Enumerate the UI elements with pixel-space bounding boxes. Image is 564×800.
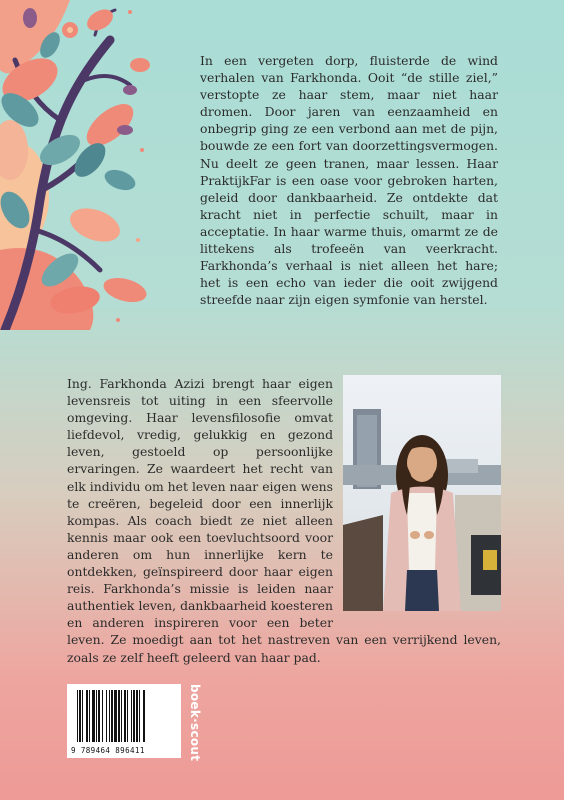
author-section	[67, 375, 501, 666]
author-bio: Ing. Farkhonda Azizi brengt haar eigen levensreis tot uiting in een sfeervolle omgeving. Haar levensfilosofie omvat liefdevol, vredig, gelukkig en gezond leven, gestoeld op persoonlijke ervaringen. Ze waardeert het recht van elk individu om het leven naar eigen wens te creëren, begeleid door een innerlijk kompas. Als coach biedt ze niet alleen kennis maar ook een toevluchtsoord voor anderen om hun innerlijke kern te ontdekken, geïnspireerd door haar eigen reis. Farkhonda’s missie is leiden naar authentiek leven, dankbaarheid koesteren en anderen inspireren voor een beter leven. Ze moedigt aan tot het nastreven van een verrijkend leven, zoals ze zelf heeft geleerd van haar pad.	[67, 376, 501, 665]
floral-tree-illustration	[0, 0, 150, 330]
back-cover-blurb: In een vergeten dorp, fluisterde de wind verhalen van Farkhonda. Ooit “de stille ziel,” verstopte ze haar stem, maar niet haar dromen. Door jaren van eenzaamheid en onbegrip ging ze een verbond aan met de pijn, bouwde ze een fort van doorzettingsvermogen. Nu deelt ze geen tranen, maar lessen. Haar PraktijkFar is een oase voor gebroken harten, geleid door dankbaarheid. Ze ontdekte dat kracht niet in perfectie schuilt, maar in acceptatie. In haar warme thuis, omarmt ze de littekens als trofeeën van veerkracht. Farkhonda’s verhaal is niet alleen het hare; het is een echo van ieder die ooit zwijgend streefde naar zijn eigen symfonie van herstel.	[200, 53, 498, 308]
isbn-number: 9 789464 896411	[71, 746, 145, 755]
author-portrait-photo	[343, 375, 501, 611]
publisher-logo: boek·scout	[188, 684, 202, 762]
isbn-barcode	[67, 684, 181, 758]
